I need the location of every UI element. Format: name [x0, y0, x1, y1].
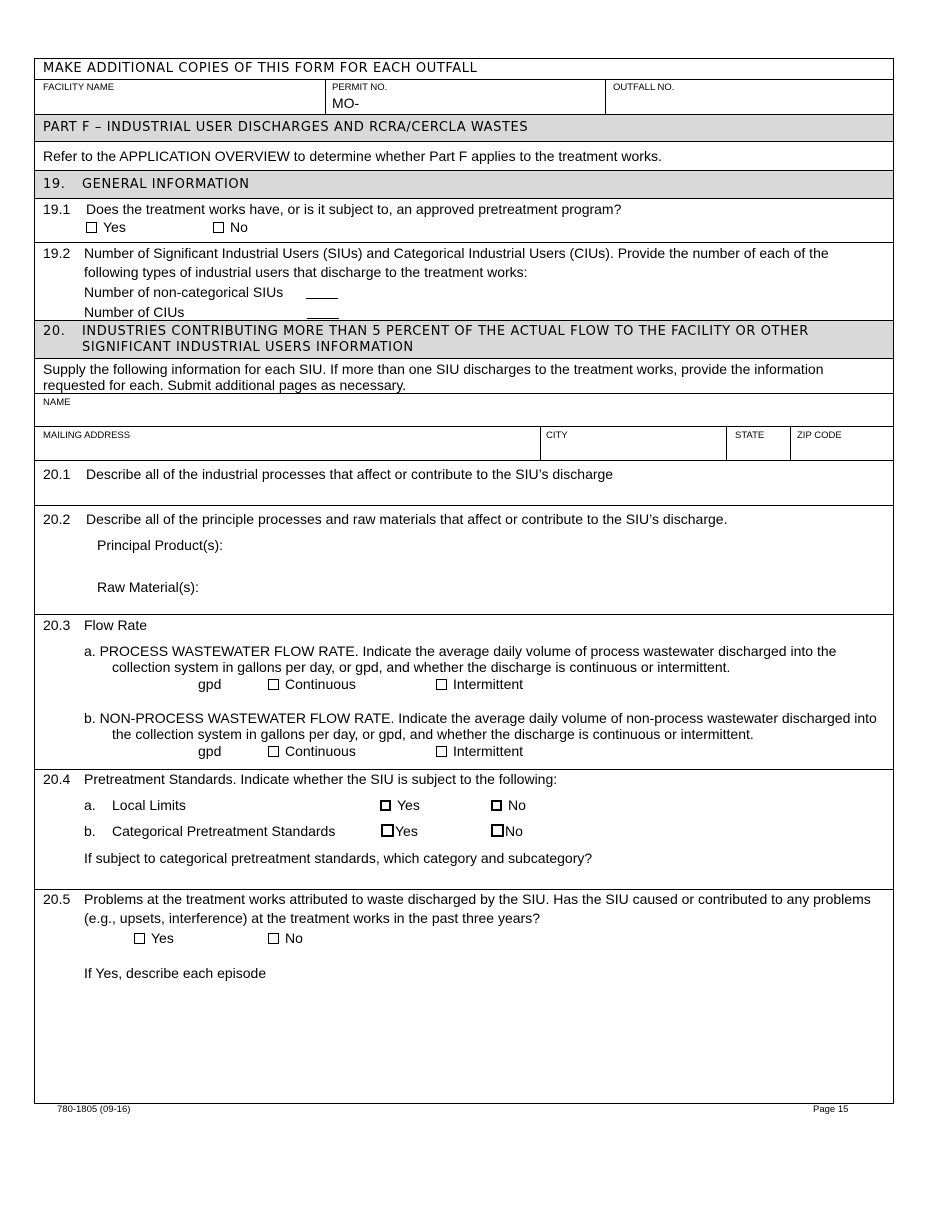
question-20-2 [35, 506, 893, 615]
state-label: STATE [735, 430, 765, 441]
raw-materials-label: Raw Material(s): [97, 579, 199, 595]
refer-note: Refer to the APPLICATION OVERVIEW to determine whether Part F applies to the treatment works. [43, 148, 662, 164]
q-20-3b-line1: b. NON-PROCESS WASTEWATER FLOW RATE. Indicate the average daily volume of non-process wastewater discharged into [84, 710, 877, 726]
section-19-title: GENERAL INFORMATION [82, 177, 250, 192]
q-20-4-category: If subject to categorical pretreatment standards, which category and subcategory? [84, 850, 593, 866]
checkbox[interactable] [491, 824, 504, 837]
permit-no-value[interactable]: MO- [332, 95, 360, 111]
section-20-title-line1: INDUSTRIES CONTRIBUTING MORE THAN 5 PERCENT OF THE ACTUAL FLOW TO THE FACILITY OR OTHER [82, 324, 809, 339]
cius-label: Number of CIUs [84, 304, 185, 320]
checkbox[interactable] [86, 222, 97, 233]
q-20-4-text: Pretreatment Standards. Indicate whether the SIU is subject to the following: [84, 771, 558, 787]
section-19-num: 19. [43, 177, 66, 192]
q-20-3a-line1: a. PROCESS WASTEWATER FLOW RATE. Indicate the average daily volume of process wastewater discharged into the [84, 643, 837, 659]
checkbox[interactable] [134, 933, 145, 944]
section-20-title-line2: SIGNIFICANT INDUSTRIAL USERS INFORMATION [82, 340, 414, 355]
non-categorical-sius-input[interactable] [306, 286, 338, 302]
q-20-5-num: 20.5 [43, 891, 71, 907]
q-19-2-num: 19.2 [43, 245, 71, 261]
address-row [35, 427, 893, 461]
checkbox[interactable] [268, 746, 279, 757]
q-19-2-line2: following types of industrial users that discharge to the treatment works: [84, 264, 528, 280]
refer-row [35, 142, 893, 171]
intermittent-option-a[interactable]: Intermittent [436, 676, 523, 692]
local-limits-no[interactable]: No [491, 797, 526, 813]
question-19-2 [35, 243, 893, 321]
divider [540, 427, 541, 460]
gpd-label: gpd [198, 743, 222, 759]
question-20-4 [35, 770, 893, 890]
divider [605, 80, 606, 114]
problems-no[interactable]: No [268, 930, 303, 946]
q-20-4b-letter: b. [84, 823, 96, 839]
q-20-4-num: 20.4 [43, 771, 71, 787]
outfall-no-label: OUTFALL NO. [613, 82, 675, 93]
divider [726, 427, 727, 460]
problems-yes[interactable]: Yes [134, 930, 174, 946]
q-19-1-text: Does the treatment works have, or is it subject to, an approved pretreatment program? [86, 201, 622, 217]
episode-label: If Yes, describe each episode [84, 965, 267, 981]
mailing-address-label: MAILING ADDRESS [43, 430, 131, 441]
cius-input[interactable] [307, 306, 339, 322]
q-20-3-title: Flow Rate [84, 617, 148, 633]
checkbox[interactable] [268, 933, 279, 944]
yes-option[interactable]: Yes [86, 219, 126, 235]
principal-products-label: Principal Product(s): [97, 537, 224, 553]
facility-name-label: FACILITY NAME [43, 82, 115, 93]
continuous-option-b[interactable]: Continuous [268, 743, 356, 759]
q-20-1-text: Describe all of the industrial processes that affect or contribute to the SIU’s discharge [86, 466, 614, 482]
name-label: NAME [43, 397, 71, 408]
part-f-header [35, 115, 893, 142]
question-19-1 [35, 199, 893, 243]
divider [790, 427, 791, 460]
q-19-2-line1: Number of Significant Industrial Users (SIUs) and Categorical Industrial Users (CIUs). Provide the number of each of the [84, 245, 829, 261]
checkbox[interactable] [213, 222, 224, 233]
q-20-3-num: 20.3 [43, 617, 71, 633]
form-number: 780-1805 (09-16) [57, 1104, 131, 1115]
q-20-1-num: 20.1 [43, 466, 71, 482]
q-20-5-line1: Problems at the treatment works attributed to waste discharged by the SIU. Has the SIU caused or contributed to any problems [84, 891, 871, 907]
q-20-2-num: 20.2 [43, 511, 71, 527]
part-title: PART F – INDUSTRIAL USER DISCHARGES AND RCRA/CERCLA WASTES [43, 120, 529, 135]
q-20-4a-letter: a. [84, 797, 96, 813]
q-20-3a-line2: collection system in gallons per day, or gpd, and whether the discharge is continuous or intermittent. [112, 659, 731, 675]
intro-line1: Supply the following information for each SIU. If more than one SIU discharges to the treatment works, provide the information [43, 361, 824, 377]
q-19-1-num: 19.1 [43, 201, 71, 217]
question-20-5 [35, 890, 893, 1105]
gpd-label: gpd [198, 676, 222, 692]
checkbox[interactable] [380, 800, 391, 811]
section-20-header [35, 321, 893, 359]
city-label: CITY [546, 430, 568, 441]
checkbox[interactable] [436, 746, 447, 757]
checkbox[interactable] [491, 800, 502, 811]
checkbox[interactable] [268, 679, 279, 690]
local-limits-label: Local Limits [112, 797, 186, 813]
q-20-2-text: Describe all of the principle processes and raw materials that affect or contribute to the SIU’s discharge. [86, 511, 728, 527]
intro-line2: requested for each. Submit additional pages as necessary. [43, 377, 407, 393]
permit-no-label: PERMIT NO. [332, 82, 388, 93]
checkbox[interactable] [436, 679, 447, 690]
checkbox[interactable] [381, 824, 394, 837]
copies-note: MAKE ADDITIONAL COPIES OF THIS FORM FOR EACH OUTFALL [43, 61, 478, 76]
section-20-intro [35, 359, 893, 394]
q-20-5-line2: (e.g., upsets, interference) at the treatment works in the past three years? [84, 910, 541, 926]
categorical-standards-label: Categorical Pretreatment Standards [112, 823, 336, 839]
categorical-standards-no[interactable]: No [491, 823, 523, 839]
page-number: Page 15 [813, 1104, 849, 1115]
question-20-3 [35, 615, 893, 770]
name-row[interactable] [35, 394, 893, 427]
intermittent-option-b[interactable]: Intermittent [436, 743, 523, 759]
question-20-1 [35, 461, 893, 506]
continuous-option-a[interactable]: Continuous [268, 676, 356, 692]
facility-row [35, 80, 893, 115]
section-19-header [35, 171, 893, 199]
q-20-3b-line2: the collection system in gallons per day, or gpd, and whether the discharge is continuous or intermittent. [112, 726, 754, 742]
non-categorical-sius-label: Number of non-categorical SIUs [84, 284, 284, 300]
section-20-num: 20. [43, 324, 66, 339]
copies-note-row [35, 59, 893, 80]
categorical-standards-yes[interactable]: Yes [381, 823, 418, 839]
zip-code-label: ZIP CODE [797, 430, 842, 441]
divider [325, 80, 326, 114]
local-limits-yes[interactable]: Yes [380, 797, 420, 813]
no-option[interactable]: No [213, 219, 248, 235]
form-page [34, 58, 894, 1104]
